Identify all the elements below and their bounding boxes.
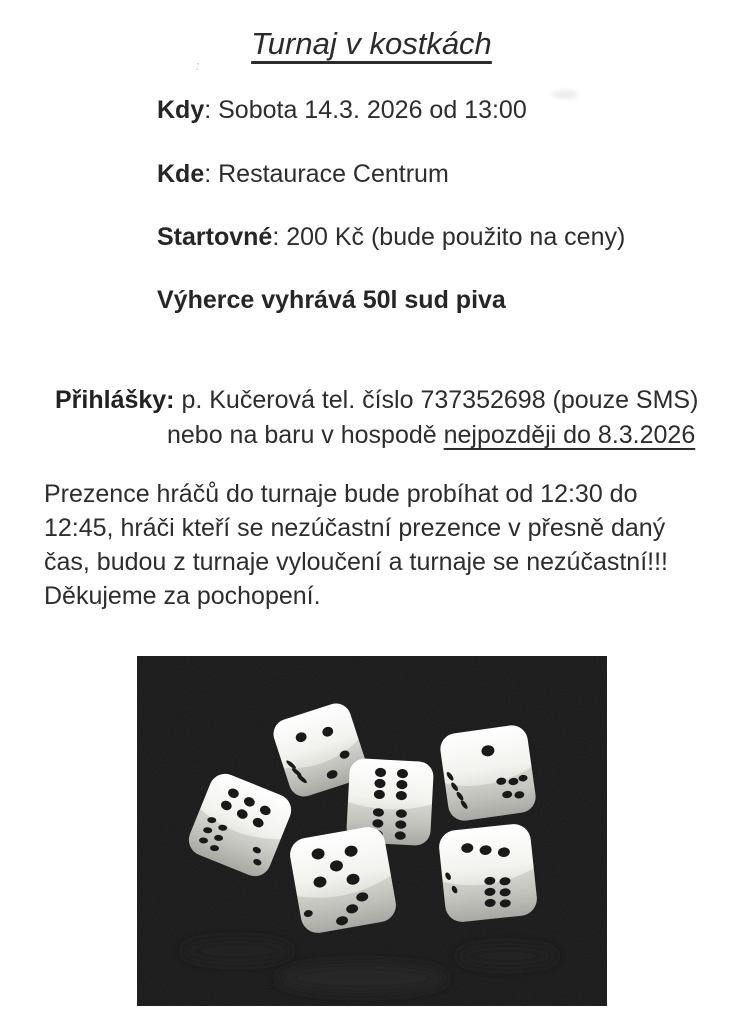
registration-contact: p. Kučerová tel. číslo 737352698 (pouze SMS) bbox=[174, 386, 699, 414]
presence-line-4: Děkujeme za pochopení. bbox=[44, 582, 321, 610]
die-five bbox=[287, 824, 398, 935]
registration-label: Přihlášky: bbox=[55, 386, 175, 414]
scan-smudge bbox=[552, 90, 578, 99]
info-value-where: : Restaurace Centrum bbox=[204, 160, 449, 188]
reflection bbox=[182, 939, 292, 963]
info-line-where bbox=[157, 160, 449, 189]
presence-paragraph bbox=[44, 477, 668, 613]
registration-line-2 bbox=[167, 421, 695, 450]
page-title-text: Turnaj v kostkách bbox=[251, 26, 492, 61]
info-label-where: Kde bbox=[157, 160, 205, 188]
reflection bbox=[457, 945, 557, 967]
page-title bbox=[0, 26, 743, 62]
info-value-when: : Sobota 14.3. 2026 od 13:00 bbox=[204, 96, 527, 124]
dice-photo-image bbox=[137, 656, 607, 1006]
dice-photo bbox=[137, 656, 607, 1006]
info-line-when bbox=[157, 96, 527, 125]
registration-deadline: nejpozději do 8.3.2026 bbox=[443, 421, 696, 449]
info-label-fee: Startovné bbox=[157, 223, 273, 251]
registration-alt: nebo na baru v hospodě bbox=[167, 421, 444, 449]
info-label-when: Kdy bbox=[157, 96, 205, 124]
info-value-fee: : 200 Kč (bude použito na ceny) bbox=[272, 223, 626, 251]
presence-line-1: Prezence hráčů do turnaje bude probíhat od 12:30 do bbox=[44, 480, 638, 508]
info-line-fee bbox=[157, 223, 625, 252]
scan-artifact: : bbox=[194, 57, 202, 74]
presence-line-3: čas, budou z turnaje vyloučení a turnaje se nezúčastní!!! bbox=[44, 548, 668, 576]
reflection bbox=[277, 963, 447, 993]
registration-line-1 bbox=[55, 386, 698, 415]
die-one bbox=[438, 723, 537, 822]
die-three bbox=[437, 822, 538, 923]
prize-line: Výherce vyhrává 50l sud piva bbox=[157, 286, 506, 314]
presence-line-2: 12:45, hráči kteří se nezúčastní prezence v přesně daný bbox=[44, 514, 666, 542]
